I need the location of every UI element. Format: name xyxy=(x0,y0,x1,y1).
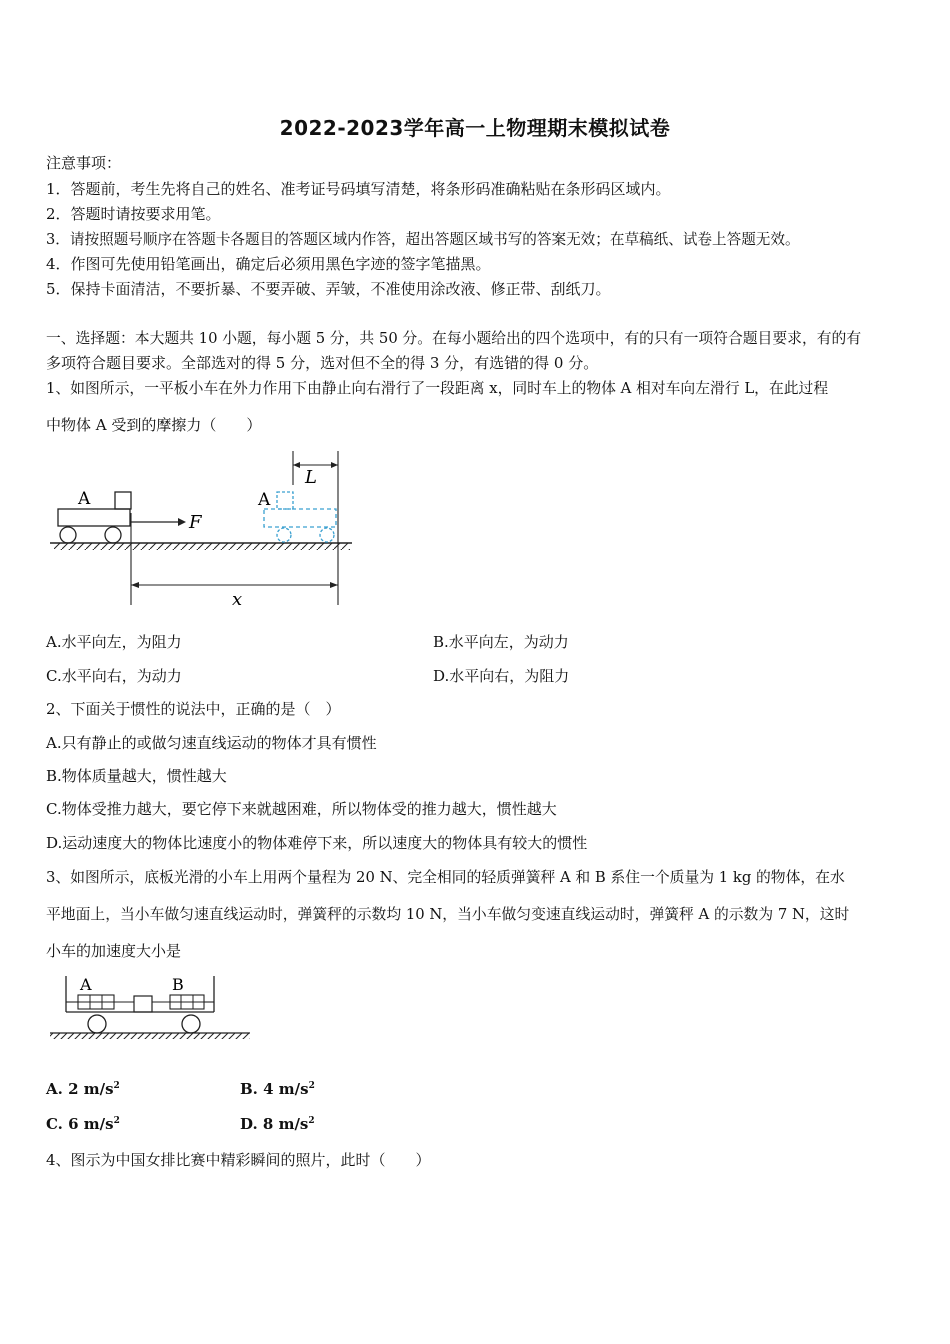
notice-heading: 注意事项： xyxy=(46,154,122,172)
q3-option-c: C. 6 $m/s^2$ xyxy=(46,1115,120,1133)
block-A-solid xyxy=(115,492,131,509)
q3-option-d: D. 8 $m/s^2$ xyxy=(240,1115,315,1133)
q2-option-d: D.运动速度大的物体比速度小的物体难停下来，所以速度大的物体具有较大的惯性 xyxy=(46,834,588,852)
label-A-solid: A xyxy=(78,489,91,509)
notice-item-5: 5．保持卡面清洁，不要折暴、不要弄破、弄皱，不准使用涂改液、修正带、刮纸刀。 xyxy=(46,280,611,298)
q1-stem-line2: 中物体 A 受到的摩擦力（ ） xyxy=(46,416,262,434)
notice-item-2: 2．答题时请按要求用笔。 xyxy=(46,205,221,223)
notice-item-1: 1．答题前，考生先将自己的姓名、准考证号码填写清楚，将条形码准确粘贴在条形码区域内。 xyxy=(46,180,671,198)
label-x: x xyxy=(232,589,243,610)
notice-item-3: 3．请按照题号顺序在答题卡各题目的答题区域内作答，超出答题区域书写的答案无效；在草稿纸、试卷上答题无效。 xyxy=(46,231,800,248)
q2-option-b: B.物体质量越大，惯性越大 xyxy=(46,767,227,785)
q3-option-a: A. 2 $m/s^2$ xyxy=(46,1080,120,1098)
cart-solid xyxy=(58,509,130,526)
block-A-dashed xyxy=(277,492,293,509)
q4-stem: 4、图示为中国女排比赛中精彩瞬间的照片，此时（ ） xyxy=(46,1151,431,1169)
notice-item-4: 4．作图可先使用铅笔画出，确定后必须用黑色字迹的签字笔描黑。 xyxy=(46,255,491,273)
page-title: 2022-2023学年高一上物理期末模拟试卷 xyxy=(279,116,671,140)
section-instructions-line1: 一、选择题：本大题共 10 小题，每小题 5 分，共 50 分。在每小题给出的四个选项中，有的只有一项符合题目要求，有的有 xyxy=(46,330,862,347)
mass-block xyxy=(134,996,152,1012)
force-arrowhead xyxy=(178,518,186,526)
q1-stem-line1: 1、如图所示，一平板小车在外力作用下由静止向右滑行了一段距离 x，同时车上的物体 A 相对车向左滑行 L，在此过程 xyxy=(46,380,829,397)
q3-stem-line2: 平地面上，当小车做匀速直线运动时，弹簧秤的示数均 10 N，当小车做匀变速直线运动时，弹簧秤 A 的示数为 7 N，这时 xyxy=(46,906,850,923)
cart-dashed xyxy=(264,509,336,527)
q3-stem-line3: 小车的加速度大小是 xyxy=(46,942,182,960)
label-L: L xyxy=(305,467,317,488)
wheel-dashed-left xyxy=(277,528,291,542)
wheel-left xyxy=(88,1015,106,1033)
wheel-right xyxy=(105,527,121,543)
q3-figure xyxy=(46,970,256,1045)
label-A-dashed: A xyxy=(258,490,271,510)
q3-stem-line1: 3、如图所示，底板光滑的小车上用两个量程为 20 N、完全相同的轻质弹簧秤 A 和 B 系住一个质量为 1 kg 的物体，在水 xyxy=(46,869,845,886)
label-A: A xyxy=(80,975,92,994)
ground-hatch xyxy=(54,543,350,550)
q1-option-a: A.水平向左，为阻力 xyxy=(46,633,182,651)
label-F: F xyxy=(189,512,202,533)
q1-figure xyxy=(46,445,366,610)
ground-hatch xyxy=(50,1033,250,1039)
q1-option-b: B.水平向左，为动力 xyxy=(433,633,569,651)
wheel-dashed-right xyxy=(320,528,334,542)
label-B: B xyxy=(172,975,184,994)
q1-option-d: D.水平向右，为阻力 xyxy=(433,667,570,685)
q2-option-c: C.物体受推力越大，要它停下来就越困难，所以物体受的推力越大，惯性越大 xyxy=(46,800,557,818)
q2-option-a: A.只有静止的或做匀速直线运动的物体才具有惯性 xyxy=(46,734,377,752)
wheel-right xyxy=(182,1015,200,1033)
q2-stem: 2、下面关于惯性的说法中，正确的是（ ） xyxy=(46,700,341,718)
section-instructions-line2: 多项符合题目要求。全部选对的得 5 分，选对但不全的得 3 分，有选错的得 0 分。 xyxy=(46,354,599,372)
wheel-left xyxy=(60,527,76,543)
q1-option-c: C.水平向右，为动力 xyxy=(46,667,182,685)
q3-option-b: B. 4 $m/s^2$ xyxy=(240,1080,315,1098)
